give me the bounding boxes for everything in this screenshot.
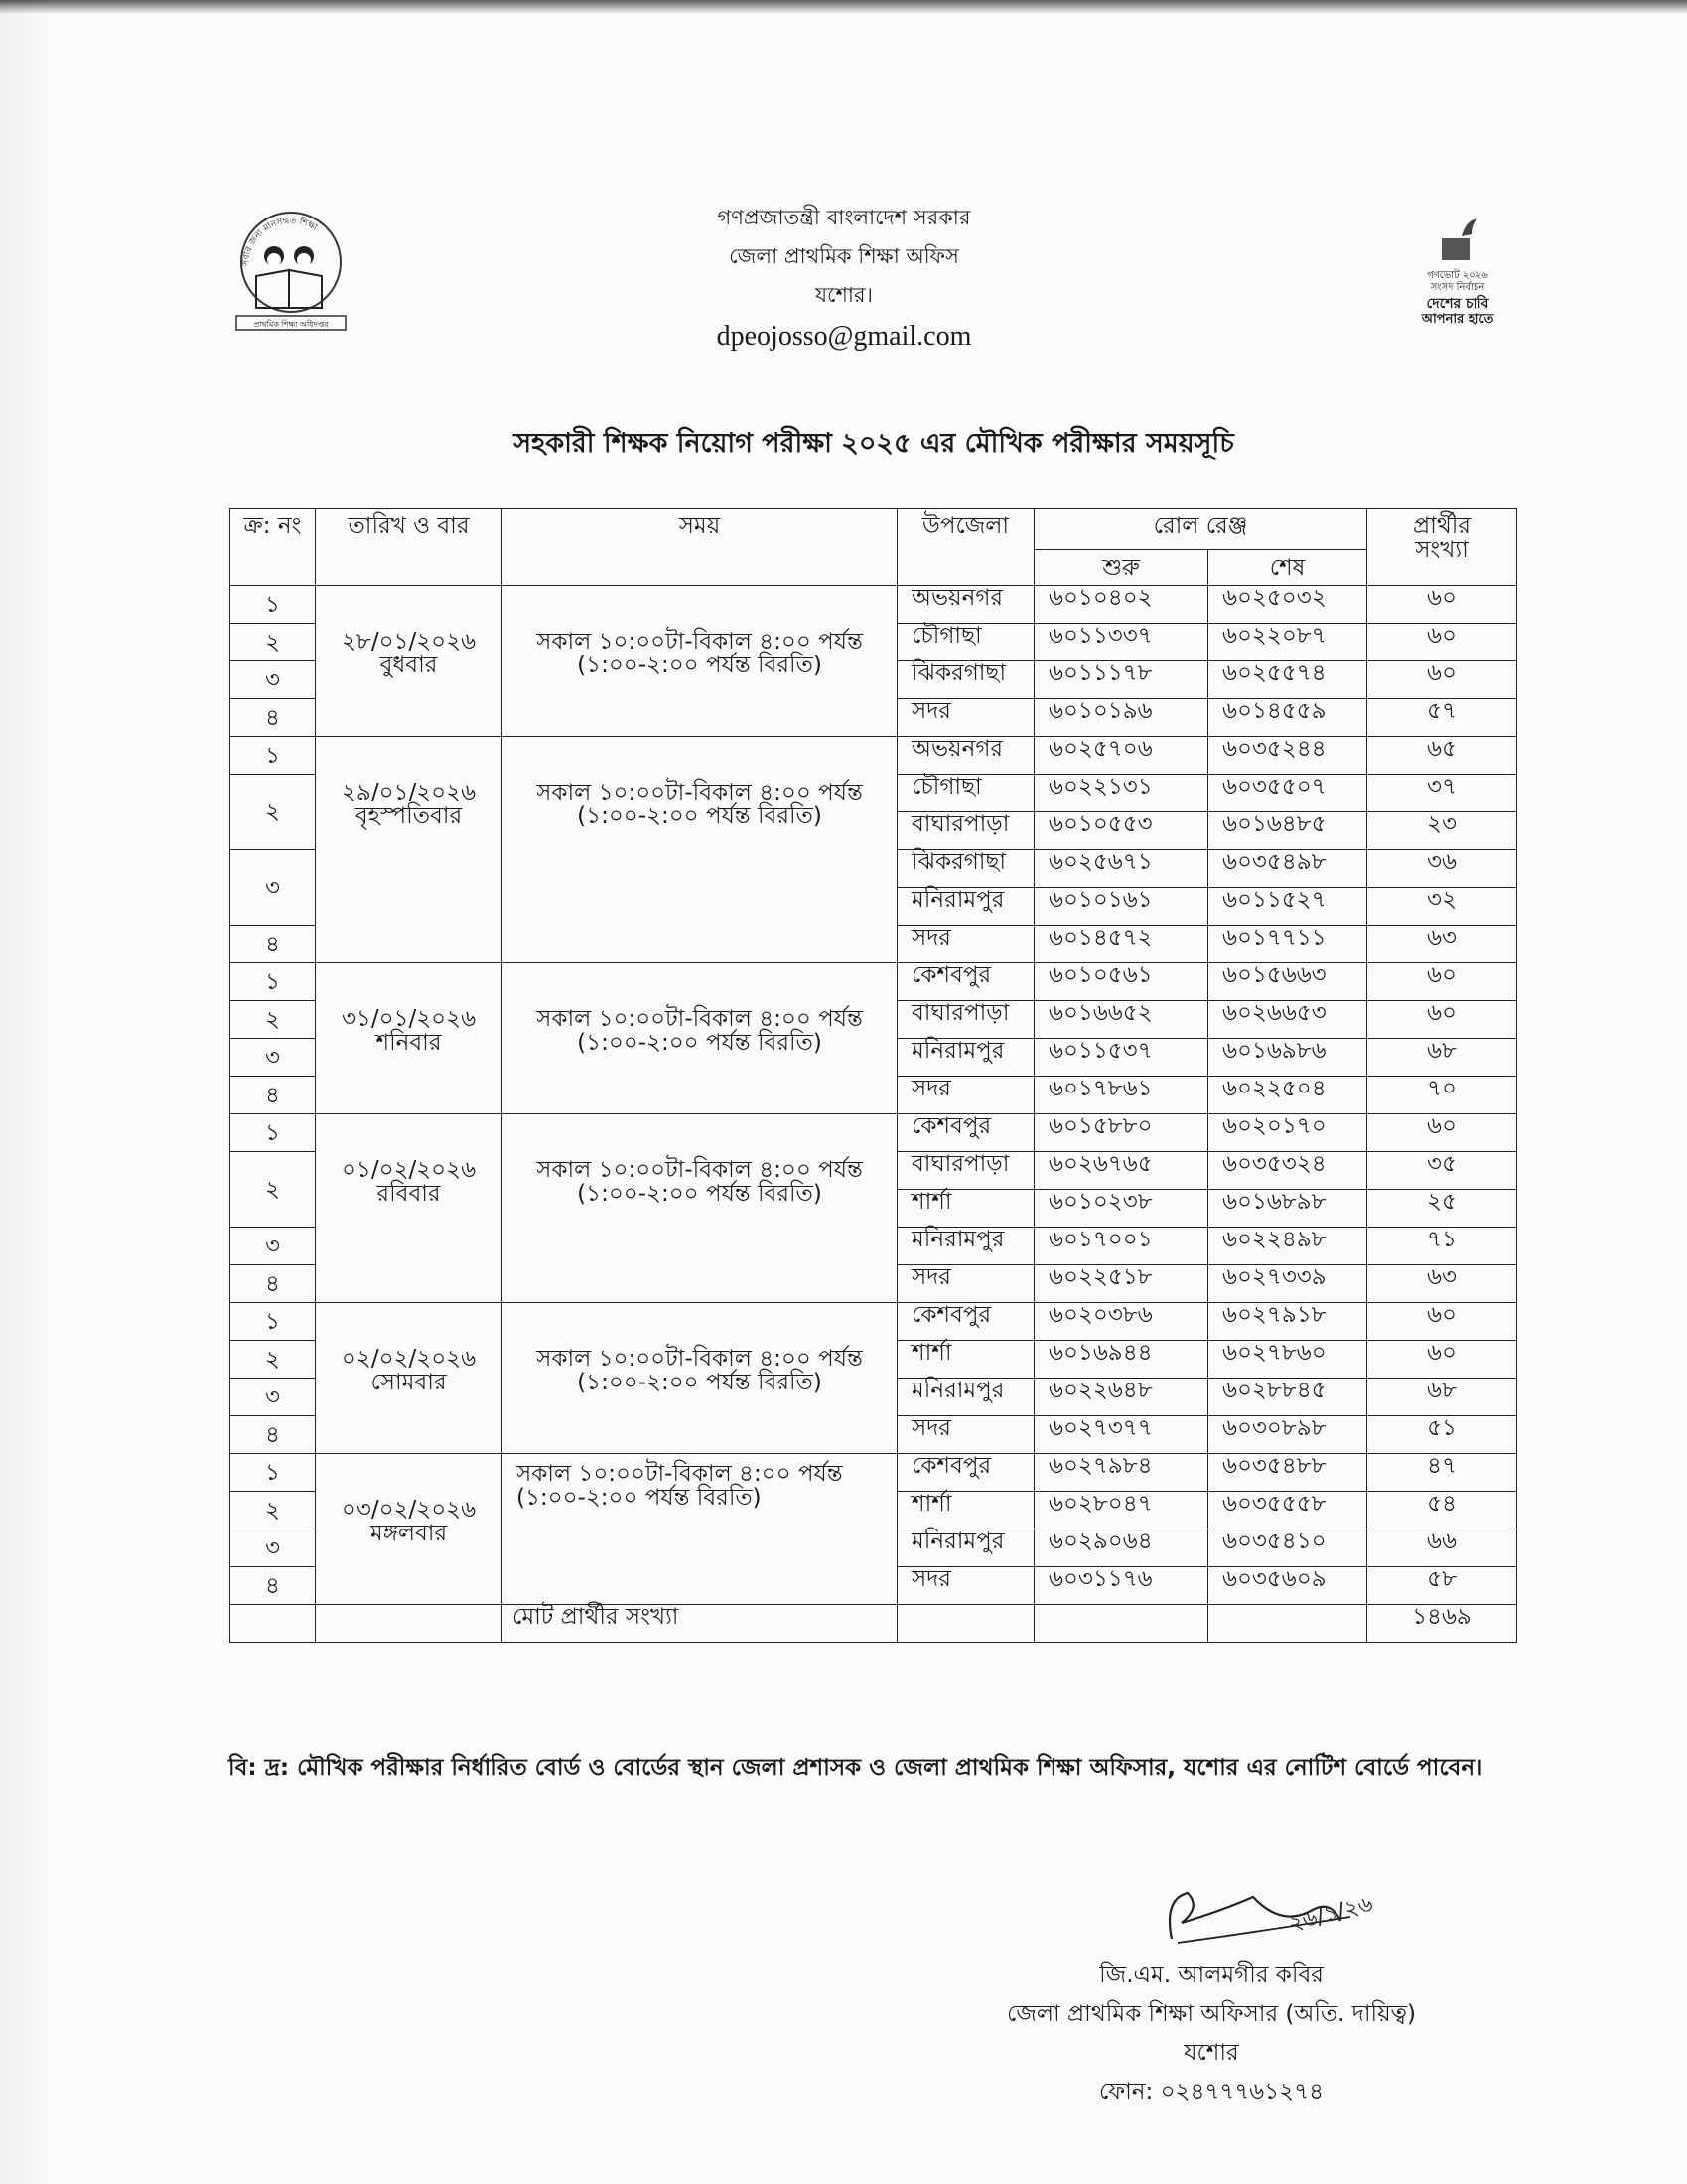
roll-end-cell: ৬০১৬৪৮৫	[1208, 812, 1367, 850]
roll-start-cell: ৬০১১৫৩৭	[1035, 1039, 1208, 1077]
upazila-cell: চৌগাছা	[898, 624, 1035, 661]
serial-cell: ৪	[230, 699, 316, 737]
count-cell: ৫৮	[1367, 1567, 1517, 1605]
time-range: সকাল ১০:০০টা-বিকাল ৪:০০ পর্যন্ত	[536, 780, 863, 805]
col-time: সময়	[502, 509, 898, 586]
roll-end-cell: ৬০২৭৮৬০	[1208, 1341, 1367, 1379]
roll-end-cell: ৬০৩৫৪১০	[1208, 1529, 1367, 1567]
office-email: dpeojosso@gmail.com	[716, 321, 972, 352]
break-time: (১:০০-২:০০ পর্যন্ত বিরতি)	[577, 1030, 822, 1056]
office-header	[596, 199, 1092, 359]
count-cell: ২৫	[1367, 1190, 1517, 1228]
count-cell: ৬৬	[1367, 1529, 1517, 1567]
roll-start-cell: ৬০২২১৩১	[1035, 775, 1208, 812]
count-cell: ৫৭	[1367, 699, 1517, 737]
roll-start-cell: ৬০১০৪০২	[1035, 586, 1208, 624]
upazila-cell: সদর	[898, 1265, 1035, 1303]
col-roll-end: শেষ	[1208, 550, 1367, 586]
time-range: সকাল ১০:০০টা-বিকাল ৪:০০ পর্যন্ত	[516, 1461, 843, 1487]
serial-cell: ২	[230, 1152, 316, 1228]
upazila-cell: চৌগাছা	[898, 775, 1035, 812]
roll-end-cell: ৬০১৬৮৯৮	[1208, 1190, 1367, 1228]
upazila-cell: সদর	[898, 1567, 1035, 1605]
upazila-cell: বাঘারপাড়া	[898, 1152, 1035, 1190]
roll-end-cell: ৬০১১৫২৭	[1208, 888, 1367, 926]
time-range: সকাল ১০:০০টা-বিকাল ৪:০০ পর্যন্ত	[536, 1006, 863, 1032]
serial-cell: ২	[230, 1341, 316, 1379]
roll-start-cell: ৬০১০২৩৮	[1035, 1190, 1208, 1228]
upazila-cell: বাঘারপাড়া	[898, 1001, 1035, 1039]
roll-end-cell: ৬০৩৫৬০৯	[1208, 1567, 1367, 1605]
serial-cell: ২	[230, 1001, 316, 1039]
count-cell: ৬০	[1367, 1114, 1517, 1152]
signer-block	[933, 1957, 1489, 2111]
count-cell: ৭০	[1367, 1077, 1517, 1114]
signature-date: ২৬/১/২৬	[1286, 1891, 1376, 1937]
exam-date: ০২/০২/২০২৬	[341, 1346, 477, 1372]
break-time: (১:০০-২:০০ পর্যন্ত বিরতি)	[577, 1370, 822, 1395]
upazila-cell: অভয়নগর	[898, 586, 1035, 624]
election-ballot-logo	[1406, 215, 1509, 344]
footnote: বি: দ্র: মৌখিক পরীক্ষার নির্ধারিত বোর্ড ও বোর্ডের স্থান জেলা প্রশাসক ও জেলা প্রাথমিক শিক্ষা অফিসার, যশোর এর নোটিশ বোর্ডে পাবেন।	[228, 1755, 1483, 1781]
scan-shadow	[0, 0, 55, 2184]
logo-right-line2: সংসদ নির্বাচন	[1430, 282, 1485, 293]
table-row	[230, 1114, 1517, 1152]
serial-cell: ১	[230, 737, 316, 775]
roll-start-cell: ৬০১০১৬১	[1035, 888, 1208, 926]
upazila-cell: সদর	[898, 926, 1035, 963]
logo-right-line1: গণভোট ২০২৬	[1427, 270, 1488, 281]
roll-end-cell: ৬০২৮৮৪৫	[1208, 1379, 1367, 1416]
roll-end-cell: ৬০২৫০৩২	[1208, 586, 1367, 624]
date-cell	[316, 1454, 502, 1605]
upazila-cell: কেশবপুর	[898, 1303, 1035, 1341]
total-empty	[898, 1605, 1035, 1643]
roll-end-cell: ৬০৩৫৫০৭	[1208, 775, 1367, 812]
roll-start-cell: ৬০১৪৫৭২	[1035, 926, 1208, 963]
count-cell: ৬৮	[1367, 1039, 1517, 1077]
upazila-cell: ঝিকরগাছা	[898, 661, 1035, 699]
time-range: সকাল ১০:০০টা-বিকাল ৪:০০ পর্যন্ত	[536, 629, 863, 655]
time-range: সকাল ১০:০০টা-বিকাল ৪:০০ পর্যন্ত	[536, 1346, 863, 1372]
count-cell: ৬৫	[1367, 737, 1517, 775]
roll-start-cell: ৬০১০৫৫৩	[1035, 812, 1208, 850]
count-cell: ৫৪	[1367, 1492, 1517, 1529]
break-time: (১:০০-২:০০ পর্যন্ত বিরতি)	[577, 653, 822, 678]
table-row	[230, 963, 1517, 1001]
roll-start-cell: ৬০১১৩৩৭	[1035, 624, 1208, 661]
roll-start-cell: ৬০২৫৭০৬	[1035, 737, 1208, 775]
col-date: তারিখ ও বার	[316, 509, 502, 586]
office-city: যশোর।	[814, 283, 874, 307]
roll-end-cell: ৬০৩০৮৯৮	[1208, 1416, 1367, 1454]
serial-cell: ৩	[230, 1529, 316, 1567]
roll-end-cell: ৬০১৪৫৫৯	[1208, 699, 1367, 737]
upazila-cell: মনিরামপুর	[898, 1379, 1035, 1416]
serial-cell: ১	[230, 1303, 316, 1341]
office-name: জেলা প্রাথমিক শিক্ষা অফিস	[729, 244, 959, 268]
roll-start-cell: ৬০১৬৯৪৪	[1035, 1341, 1208, 1379]
col-count: প্রার্থীর সংখ্যা	[1367, 509, 1517, 586]
date-cell	[316, 586, 502, 737]
total-label: মোট প্রার্থীর সংখ্যা	[502, 1605, 898, 1643]
serial-cell: ৩	[230, 661, 316, 699]
break-time: (১:০০-২:০০ পর্যন্ত বিরতি)	[577, 1181, 822, 1207]
roll-start-cell: ৬০২২৬৪৮	[1035, 1379, 1208, 1416]
exam-day: রবিবার	[376, 1181, 441, 1207]
upazila-cell: ঝিকরগাছা	[898, 850, 1035, 888]
roll-start-cell: ৬০২৬৭৬৫	[1035, 1152, 1208, 1190]
roll-end-cell: ৬০৩৫৩২৪	[1208, 1152, 1367, 1190]
schedule-table	[229, 508, 1517, 1643]
upazila-cell: অভয়নগর	[898, 737, 1035, 775]
serial-cell: ২	[230, 624, 316, 661]
total-empty	[230, 1605, 316, 1643]
serial-cell: ১	[230, 586, 316, 624]
count-cell: ৬০	[1367, 1001, 1517, 1039]
time-range: সকাল ১০:০০টা-বিকাল ৪:০০ পর্যন্ত	[536, 1157, 863, 1183]
roll-end-cell: ৬০২২০৮৭	[1208, 624, 1367, 661]
serial-cell: ১	[230, 1454, 316, 1492]
serial-cell: ৪	[230, 1265, 316, 1303]
primary-education-logo	[234, 205, 348, 332]
roll-start-cell: ৬০১৬৬৫২	[1035, 1001, 1208, 1039]
svg-text:সবার জন্য মানসম্মত শিক্ষা: সবার জন্য মানসম্মত শিক্ষা	[240, 216, 319, 267]
logo-caption: প্রাথমিক শিক্ষা অধিদপ্তর	[253, 320, 329, 329]
roll-end-cell: ৬০১৭৭১১	[1208, 926, 1367, 963]
exam-day: মঙ্গলবার	[369, 1521, 448, 1546]
exam-date: ২৮/০১/২০২৬	[341, 629, 477, 655]
roll-start-cell: ৬০২৫৬৭১	[1035, 850, 1208, 888]
count-cell: ৩৫	[1367, 1152, 1517, 1190]
roll-end-cell: ৬০২৭৩৩৯	[1208, 1265, 1367, 1303]
upazila-cell: মনিরামপুর	[898, 1529, 1035, 1567]
time-cell	[502, 737, 898, 963]
date-cell	[316, 1114, 502, 1303]
date-cell	[316, 963, 502, 1114]
serial-cell: ৩	[230, 1379, 316, 1416]
col-upazila: উপজেলা	[898, 509, 1035, 586]
roll-end-cell: ৬০২৫৫৭৪	[1208, 661, 1367, 699]
count-cell: ৩২	[1367, 888, 1517, 926]
exam-date: ২৯/০১/২০২৬	[341, 780, 477, 805]
count-cell: ৬৩	[1367, 1265, 1517, 1303]
roll-end-cell: ৬০৩৫২৪৪	[1208, 737, 1367, 775]
upazila-cell: মনিরামপুর	[898, 1228, 1035, 1265]
roll-end-cell: ৬০১৫৬৬৩	[1208, 963, 1367, 1001]
logo-right-line3: দেশের চাবি	[1426, 296, 1489, 312]
break-time: (১:০০-২:০০ পর্যন্ত বিরতি)	[516, 1485, 762, 1511]
count-cell: ৩৭	[1367, 775, 1517, 812]
signer-designation: জেলা প্রাথমিক শিক্ষা অফিসার (অতি. দায়িত্ব)	[1006, 2001, 1417, 2027]
col-serial: ক্র: নং	[230, 509, 316, 586]
date-cell	[316, 737, 502, 963]
roll-start-cell: ৬০২৯০৬৪	[1035, 1529, 1208, 1567]
upazila-cell: সদর	[898, 1077, 1035, 1114]
roll-start-cell: ৬০২৮০৪৭	[1035, 1492, 1208, 1529]
total-empty	[316, 1605, 502, 1643]
signer-name: জি.এম. আলমগীর কবির	[1099, 1963, 1324, 1988]
roll-end-cell: ৬০৩৫৫৫৮	[1208, 1492, 1367, 1529]
signer-phone: ফোন: ০২৪৭৭৭৬১২৭৪	[1098, 2079, 1324, 2105]
roll-end-cell: ৬০২২৪৯৮	[1208, 1228, 1367, 1265]
exam-day: বুধবার	[379, 653, 438, 678]
count-cell: ৬০	[1367, 586, 1517, 624]
roll-start-cell: ৬০১০১৯৬	[1035, 699, 1208, 737]
table-row	[230, 586, 1517, 624]
signature-scrawl	[993, 1877, 1420, 1957]
count-cell: ৬০	[1367, 661, 1517, 699]
serial-cell: ১	[230, 1114, 316, 1152]
roll-start-cell: ৬০২০৩৮৬	[1035, 1303, 1208, 1341]
count-cell: ৩৬	[1367, 850, 1517, 888]
date-cell	[316, 1303, 502, 1454]
roll-start-cell: ৬০১৭৮৬১	[1035, 1077, 1208, 1114]
exam-day: শনিবার	[375, 1030, 442, 1056]
roll-start-cell: ৬০২৭৩৭৭	[1035, 1416, 1208, 1454]
roll-start-cell: ৬০৩১১৭৬	[1035, 1567, 1208, 1605]
count-cell: ২৩	[1367, 812, 1517, 850]
total-empty	[1208, 1605, 1367, 1643]
roll-start-cell: ৬০১০৫৬১	[1035, 963, 1208, 1001]
count-cell: ৬৮	[1367, 1379, 1517, 1416]
count-cell: ৬৩	[1367, 926, 1517, 963]
logo-right-line4: আপনার হাতে	[1421, 312, 1494, 327]
roll-end-cell: ৬০৩৫৪৯৮	[1208, 850, 1367, 888]
upazila-cell: কেশবপুর	[898, 1114, 1035, 1152]
roll-start-cell: ৬০১৭০০১	[1035, 1228, 1208, 1265]
upazila-cell: শার্শা	[898, 1492, 1035, 1529]
time-cell	[502, 1303, 898, 1454]
upazila-cell: কেশবপুর	[898, 1454, 1035, 1492]
roll-start-cell: ৬০২২৫১৮	[1035, 1265, 1208, 1303]
serial-cell: ৩	[230, 1228, 316, 1265]
signer-place: যশোর	[1184, 2040, 1239, 2066]
time-cell	[502, 1114, 898, 1303]
count-cell: ৫১	[1367, 1416, 1517, 1454]
upazila-cell: মনিরামপুর	[898, 1039, 1035, 1077]
serial-cell: ৪	[230, 926, 316, 963]
serial-cell: ১	[230, 963, 316, 1001]
scan-edge	[0, 0, 1687, 14]
count-cell: ৬০	[1367, 624, 1517, 661]
count-cell: ৪৭	[1367, 1454, 1517, 1492]
upazila-cell: শার্শা	[898, 1341, 1035, 1379]
exam-day: বৃহস্পতিবার	[354, 803, 463, 829]
time-cell	[502, 586, 898, 737]
serial-cell: ৩	[230, 1039, 316, 1077]
exam-date: ০১/০২/২০২৬	[341, 1157, 477, 1183]
table-row	[230, 1303, 1517, 1341]
total-empty	[1035, 1605, 1208, 1643]
upazila-cell: মনিরামপুর	[898, 888, 1035, 926]
table-row	[230, 737, 1517, 775]
upazila-cell: সদর	[898, 1416, 1035, 1454]
serial-cell: ৪	[230, 1567, 316, 1605]
roll-end-cell: ৬০১৬৯৮৬	[1208, 1039, 1367, 1077]
serial-cell: ৪	[230, 1077, 316, 1114]
col-roll-start: শুরু	[1035, 550, 1208, 586]
upazila-cell: বাঘারপাড়া	[898, 812, 1035, 850]
roll-start-cell: ৬০২৭৯৮৪	[1035, 1454, 1208, 1492]
count-cell: ৬০	[1367, 1341, 1517, 1379]
break-time: (১:০০-২:০০ পর্যন্ত বিরতি)	[577, 803, 822, 829]
roll-end-cell: ৬০২৬৬৫৩	[1208, 1001, 1367, 1039]
ballot-box-icon	[1442, 238, 1470, 260]
exam-date: ০৩/০২/২০২৬	[341, 1497, 477, 1523]
roll-end-cell: ৬০২২৫০৪	[1208, 1077, 1367, 1114]
count-cell: ৬০	[1367, 1303, 1517, 1341]
upazila-cell: সদর	[898, 699, 1035, 737]
total-count: ১৪৬৯	[1367, 1605, 1517, 1643]
govt-name: গণপ্রজাতন্ত্রী বাংলাদেশ সরকার	[717, 206, 971, 229]
page-title: সহকারী শিক্ষক নিয়োগ পরীক্ষা ২০২৫ এর মৌখিক পরীক্ষার সময়সূচি	[513, 428, 1234, 459]
exam-date: ৩১/০১/২০২৬	[341, 1006, 477, 1032]
time-cell	[502, 1454, 898, 1605]
exam-day: সোমবার	[370, 1370, 447, 1395]
table-row	[230, 1454, 1517, 1492]
roll-end-cell: ৬০৩৫৪৮৮	[1208, 1454, 1367, 1492]
roll-end-cell: ৬০২৭৯১৮	[1208, 1303, 1367, 1341]
upazila-cell: কেশবপুর	[898, 963, 1035, 1001]
roll-start-cell: ৬০১১১৭৮	[1035, 661, 1208, 699]
count-cell: ৬০	[1367, 963, 1517, 1001]
serial-cell: ২	[230, 775, 316, 850]
upazila-cell: শার্শা	[898, 1190, 1035, 1228]
roll-end-cell: ৬০২০১৭০	[1208, 1114, 1367, 1152]
count-cell: ৭১	[1367, 1228, 1517, 1265]
serial-cell: ৩	[230, 850, 316, 926]
roll-start-cell: ৬০১৫৮৮০	[1035, 1114, 1208, 1152]
col-roll-range: রোল রেঞ্জ	[1035, 509, 1367, 550]
serial-cell: ২	[230, 1492, 316, 1529]
time-cell	[502, 963, 898, 1114]
serial-cell: ৪	[230, 1416, 316, 1454]
